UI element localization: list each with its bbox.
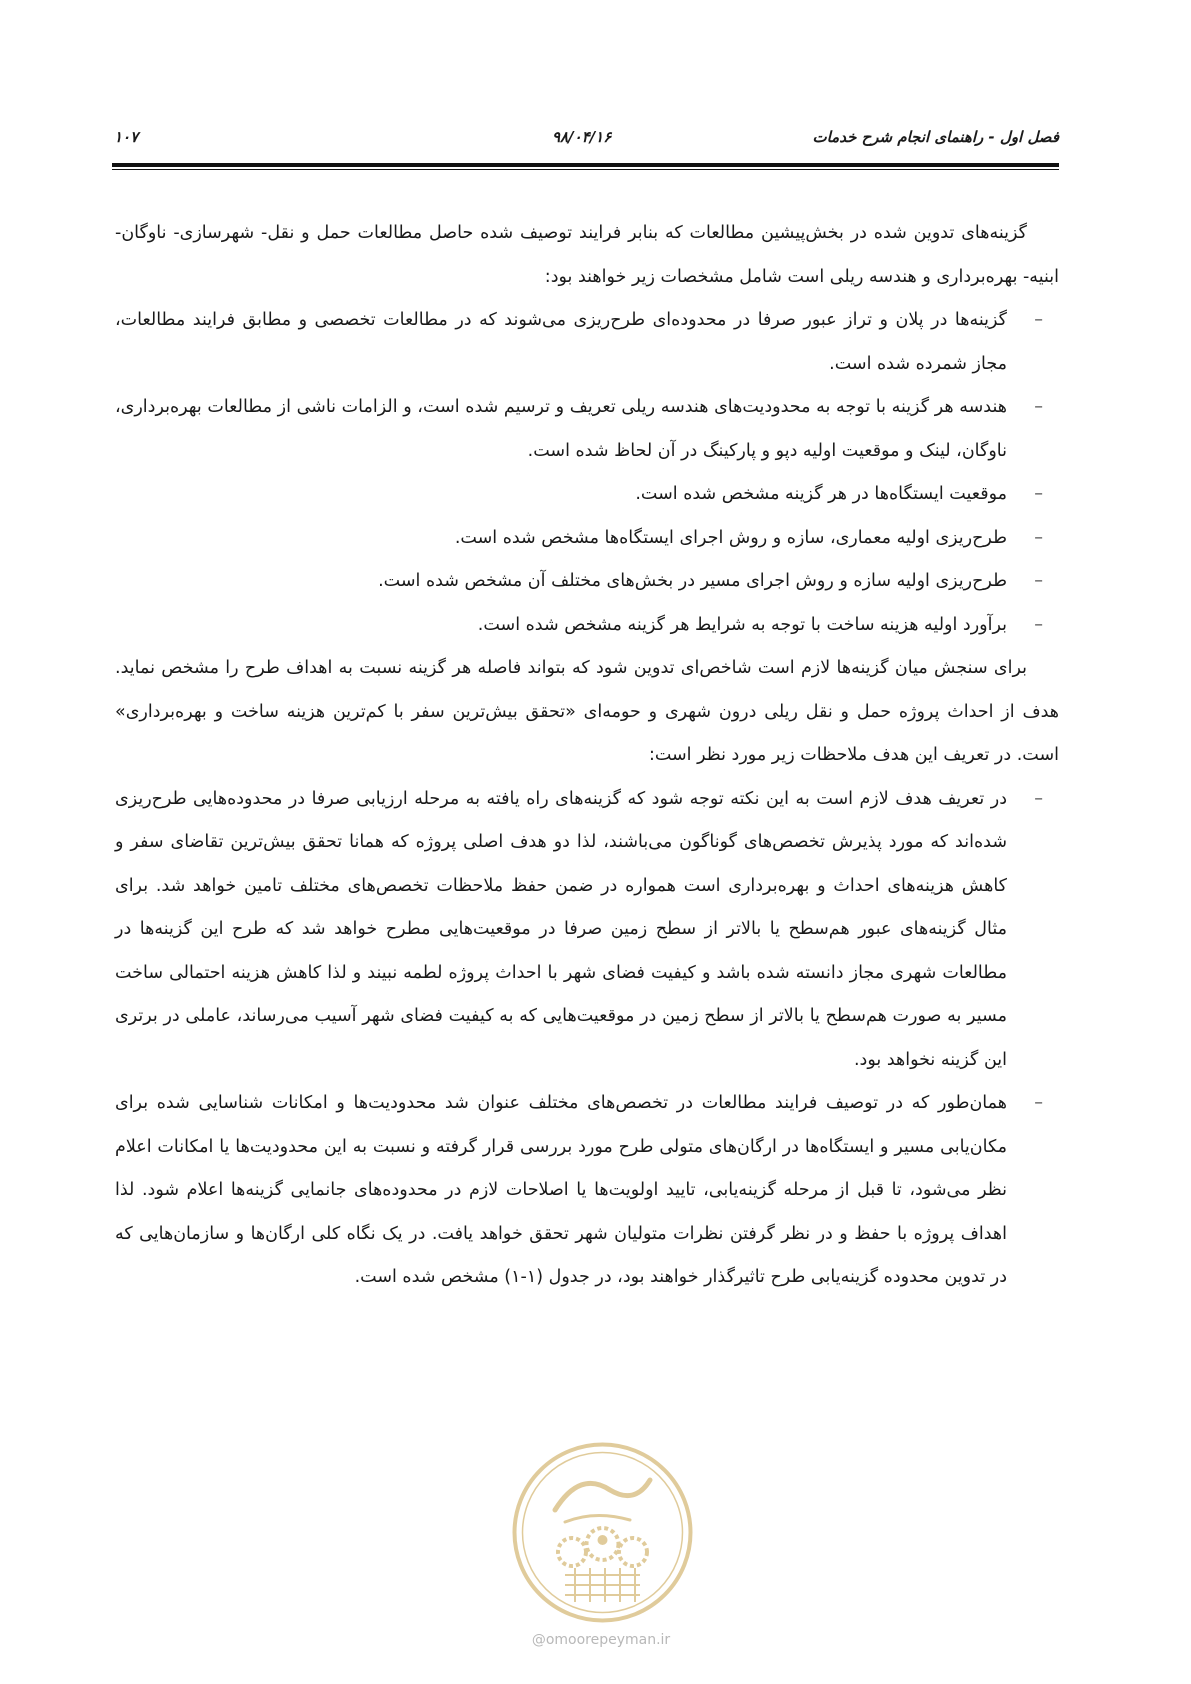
list-item <box>115 386 1059 473</box>
list-item <box>115 778 1059 1083</box>
page-header <box>112 128 1059 162</box>
list-item <box>115 517 1059 561</box>
list-item-text: طرح‌ریزی اولیه معماری، سازه و روش اجرای ایستگاه‌ها مشخص شده است. <box>454 527 1007 548</box>
header-rule-thin <box>112 169 1059 170</box>
middle-paragraph: برای سنجش میان گزینه‌ها لازم است شاخص‌ای تدوین شود که بتواند فاصله هر گزینه نسبت به اهداف طرح را مشخص نماید. هدف از احداث پروژه حمل و نقل ریلی درون شهری و حومه‌ای «تحقق بیش‌ترین سفر با کم‌ترین هزینه ساخت و بهره‌برداری» است. در تعریف این هدف ملاحظات زیر مورد نظر است: <box>115 658 1059 765</box>
omoor-peyman-logo <box>510 1440 695 1625</box>
chapter-title: فصل اول - راهنمای انجام شرح خدمات <box>812 128 1059 146</box>
bullet-dash: – <box>1034 484 1043 504</box>
bullet-dash: – <box>1034 527 1043 548</box>
list-item-text: هندسه هر گزینه با توجه به محدودیت‌های هندسه ریلی تعریف و ترسیم شده است، و الزامات ناشی از مطالعات بهره‌برداری، ناوگان، لینک و موقعیت اولیه دپو و پارکینگ در آن لحاظ شده است. <box>115 397 1007 461</box>
watermark-url: @omoorepeyman.ir <box>531 1632 671 1648</box>
bullet-dash: – <box>1034 614 1043 635</box>
list-item-text: موقعیت ایستگاه‌ها در هر گزینه مشخص شده است. <box>635 484 1007 504</box>
list-item <box>115 560 1059 604</box>
header-rule-thick <box>112 163 1059 167</box>
page-number: ۱۰۷ <box>114 128 139 146</box>
list-item-text: در تعریف هدف لازم است به این نکته توجه شود که گزینه‌های راه یافته به مرحله ارزیابی صرفا در محدوده‌هایی طرح‌ریزی شده‌اند که مورد پذیرش تخصص‌های گوناگون می‌باشند، لذا دو هدف اصلی پروژه که همانا تحقق بیش‌ترین تقاضای سفر و کاهش هزینه‌های احداث و بهره‌برداری است همواره در ضمن حفظ ملاحظات تخصص‌های مختلف تامین خواهد شد. برای مثال گزینه‌های عبور هم‌سطح یا بالاتر از سطح زمین صرفا در موقعیت‌هایی مطرح خواهد شد که طرح این گزینه‌ها در مطالعات شهری مجاز دانسته شده باشد و کیفیت فضای شهر با احداث پروژه لطمه نبیند و لذا کاهش هزینه احتمالی ساخت مسیر به صورت هم‌سطح یا بالاتر از سطح زمین در موقعیت‌هایی که به کیفیت فضای شهر آسیب می‌رساند، عاملی در برتری این گزینه نخواهد بود. <box>115 788 1007 1070</box>
bullet-dash: – <box>1034 397 1043 417</box>
list-item <box>115 299 1059 386</box>
considerations-list <box>115 778 1059 1300</box>
seal-icon <box>510 1440 695 1625</box>
bullet-dash: – <box>1034 788 1043 809</box>
list-item-text: گزینه‌ها در پلان و تراز عبور صرفا در محدوده‌ای طرح‌ریزی می‌شوند که در مطالعات تخصصی و مطابق فرایند مطالعات، مجاز شمرده شده است. <box>115 310 1007 374</box>
bullet-dash: – <box>1034 1093 1043 1113</box>
list-item-text: همان‌طور که در توصیف فرایند مطالعات در تخصص‌های مختلف عنوان شد محدودیت‌ها و امکانات شناسایی شده برای مکان‌یابی مسیر و ایستگاه‌ها در ارگان‌های متولی طرح مورد بررسی قرار گرفته و نسبت به این محدودیت‌ها یا امکانات اعلام نظر می‌شود، تا قبل از مرحله گزینه‌یابی، تایید اولویت‌ها یا اصلاحات لازم در محدوده‌های جانمایی گزینه‌ها اعلام شود. لذا اهداف پروژه با حفظ و در نظر گرفتن نظرات متولیان شهر تحقق خواهد یافت. در یک نگاه کلی ارگان‌ها و سازمان‌هایی که در تدوین محدوده گزینه‌یابی طرح تاثیرگذار خواهند بود، در جدول (۱-۱) مشخص شده است. <box>115 1093 1007 1287</box>
document-body <box>115 212 1059 1300</box>
list-item <box>115 473 1059 517</box>
header-date: ۹۸/۰۴/۱۶ <box>552 128 612 146</box>
list-item <box>115 604 1059 648</box>
bullet-dash: – <box>1034 571 1043 591</box>
specs-list <box>115 299 1059 647</box>
intro-paragraph: گزینه‌های تدوین شده در بخش‌پیشین مطالعات که بنابر فرایند توصیف شده حاصل مطالعات حمل و نقل- شهرسازی- ناوگان- ابنیه- بهره‌برداری و هندسه ریلی است شامل مشخصات زیر خواهند بود: <box>115 223 1059 287</box>
list-item <box>115 1082 1059 1300</box>
list-item-text: برآورد اولیه هزینه ساخت با توجه به شرایط هر گزینه مشخص شده است. <box>477 614 1007 635</box>
bullet-dash: – <box>1034 310 1043 330</box>
list-item-text: طرح‌ریزی اولیه سازه و روش اجرای مسیر در بخش‌های مختلف آن مشخص شده است. <box>378 571 1007 591</box>
